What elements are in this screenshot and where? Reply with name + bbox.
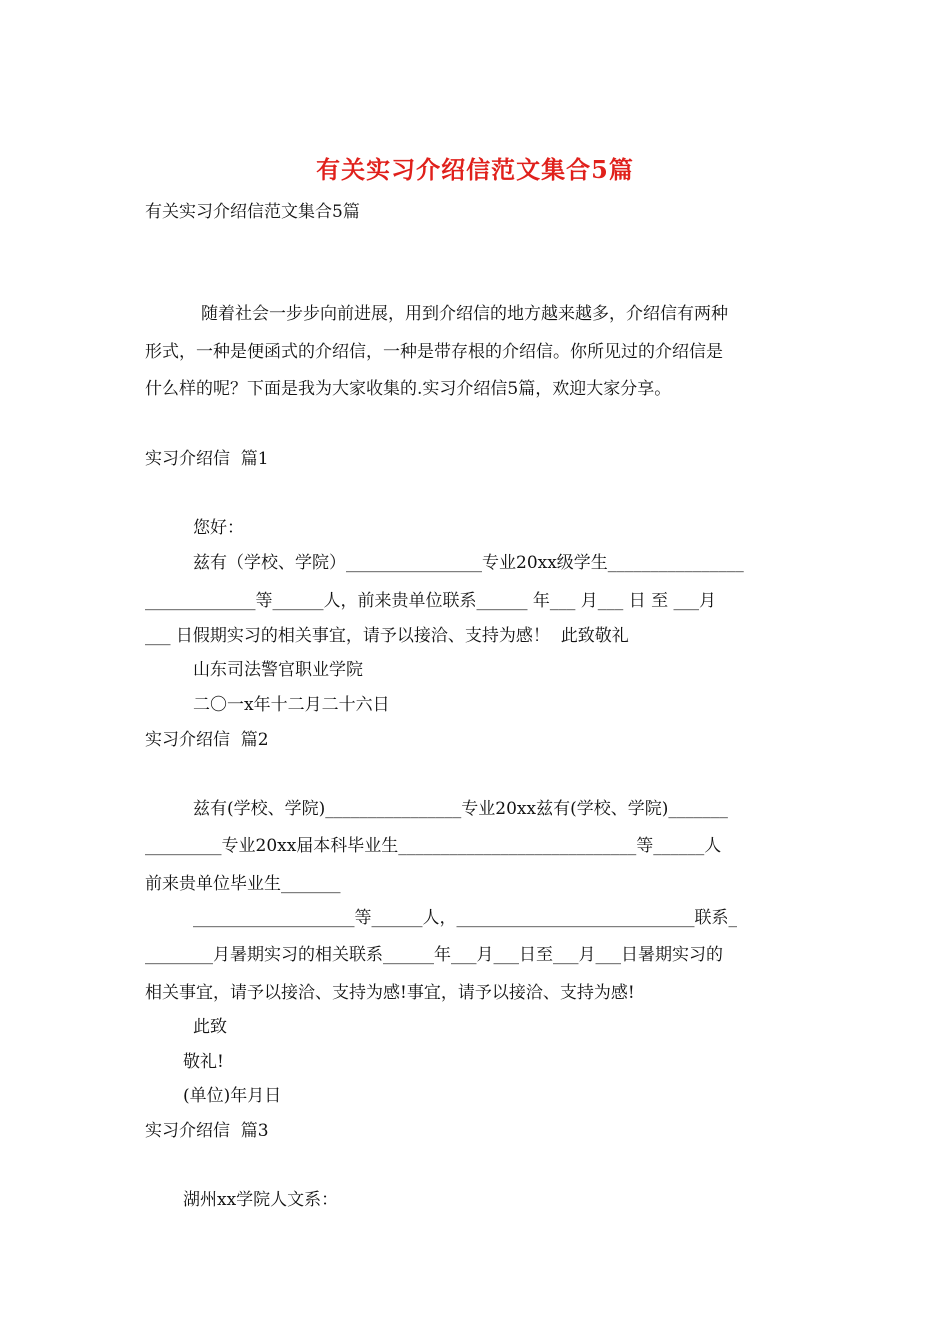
letter2-body-line-2: _________专业20xx届本科毕业生____________________________等______人 (145, 836, 722, 856)
letter3-recipient: 湖州xx学院人文系： (183, 1190, 339, 1210)
letter2-heading: 实习介绍信 篇2 (145, 730, 269, 750)
letter1-body-line-2: _____________等______人，前来贵单位联系______ 年___ 月___ 日 至 ___月 (145, 591, 717, 611)
letter1-heading: 实习介绍信 篇1 (145, 449, 269, 469)
document-subtitle: 有关实习介绍信范文集合5篇 (145, 202, 360, 222)
intro-line-3: 什么样的呢？下面是我为大家收集的.实习介绍信5篇，欢迎大家分享。 (145, 379, 672, 399)
letter1-body-line-1: 兹有（学校、学院）________________专业20xx级学生________________ (193, 553, 744, 573)
letter2-body-line-6: 相关事宜，请予以接洽、支持为感!事宜，请予以接洽、支持为感! (145, 983, 635, 1003)
letter2-body-line-3: 前来贵单位毕业生_______ (145, 874, 341, 894)
letter3-heading: 实习介绍信 篇3 (145, 1121, 269, 1141)
document-title: 有关实习介绍信范文集合5篇 (316, 155, 634, 184)
letter2-body-line-5: ________月暑期实习的相关联系______年___月___日至___月___日暑期实习的 (145, 945, 723, 965)
letter2-body-line-4: ___________________等______人，____________________________联系_ (193, 908, 737, 928)
intro-line-2: 形式，一种是便函式的介绍信，一种是带存根的介绍信。你所见过的介绍信是 (145, 342, 723, 362)
letter2-salute: 敬礼! (183, 1052, 224, 1072)
letter2-closing: 此致 (193, 1017, 227, 1037)
intro-line-1: 随着社会一步步向前进展，用到介绍信的地方越来越多，介绍信有两种 (201, 304, 728, 324)
letter1-body-line-3: ___ 日假期实习的相关事宜，请予以接洽、支持为感！ 此致敬礼 (145, 626, 629, 646)
letter1-sender: 山东司法警官职业学院 (193, 660, 363, 680)
letter1-greeting: 您好： (193, 518, 244, 538)
letter1-date: 二〇一x年十二月二十六日 (193, 695, 390, 715)
letter2-signature: (单位)年月日 (183, 1086, 282, 1106)
letter2-body-line-1: 兹有(学校、学院)________________专业20xx兹有(学校、学院)_______ (193, 799, 728, 819)
